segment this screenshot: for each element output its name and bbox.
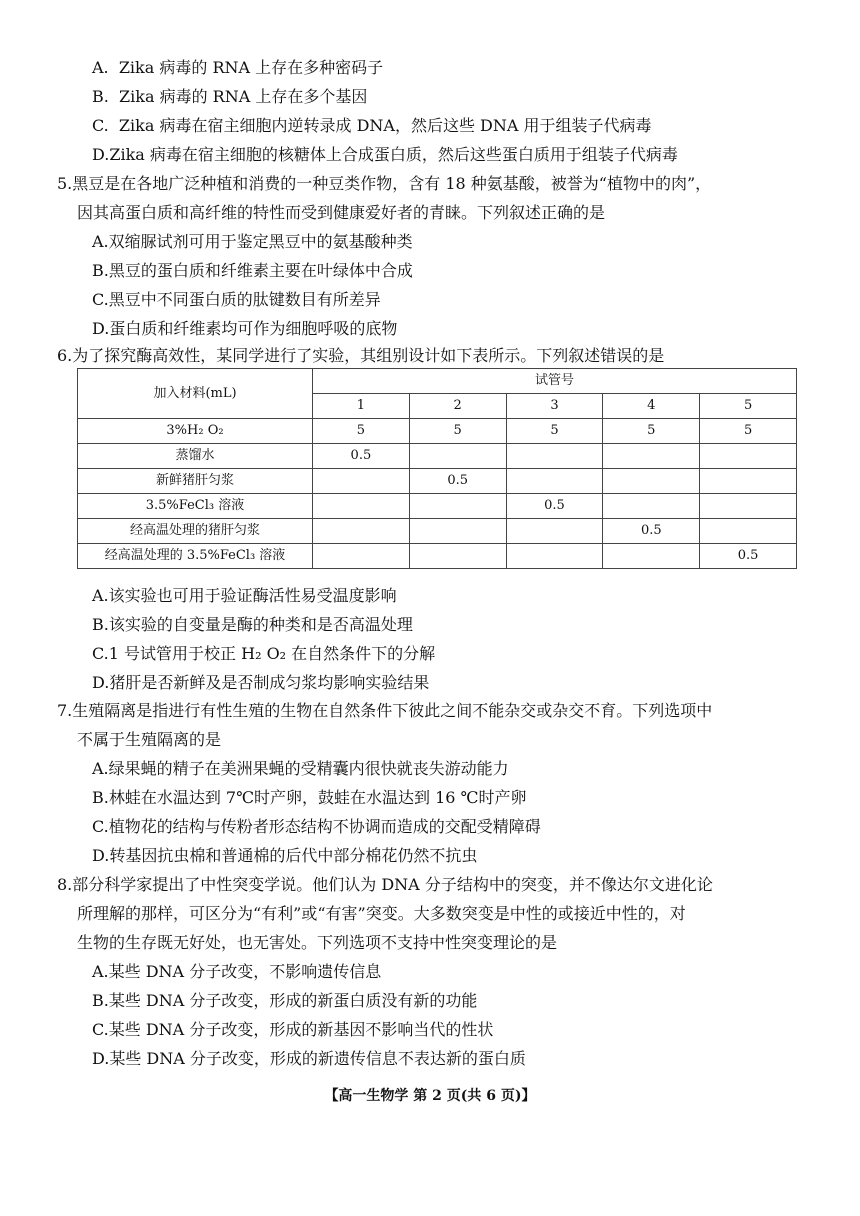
- table-cell: 5: [700, 419, 797, 444]
- page-footer: 【高一生物学 第 2 页(共 6 页)】: [324, 1088, 536, 1104]
- q6-option-a: A.该实验也可用于验证酶活性易受温度影响: [92, 586, 397, 605]
- table-cell: [506, 444, 603, 469]
- q5-option-a: A.双缩脲试剂可用于鉴定黑豆中的氨基酸种类: [92, 232, 413, 251]
- row-label: 经高温处理的猪肝匀浆: [78, 519, 313, 544]
- q8-stem-line3: 生物的生存既无好处，也无害处。下列选项不支持中性突变理论的是: [77, 933, 558, 952]
- table-cell: 0.5: [313, 444, 410, 469]
- table-cell: [313, 544, 410, 569]
- q7-option-d: D.转基因抗虫棉和普通棉的后代中部分棉花仍然不抗虫: [92, 846, 478, 865]
- table-row: [78, 469, 797, 494]
- table-header-row: [78, 369, 797, 394]
- q7-option-a: A.绿果蝇的精子在美洲果蝇的受精囊内很快就丧失游动能力: [92, 759, 509, 778]
- tube-number: 1: [313, 394, 410, 419]
- table-cell: [313, 519, 410, 544]
- table-cell: [603, 469, 700, 494]
- table-cell: [506, 469, 603, 494]
- table-row: [78, 519, 797, 544]
- q4-option-d: D.Zika 病毒在宿主细胞的核糖体上合成蛋白质，然后这些蛋白质用于组装子代病毒: [92, 145, 678, 164]
- table-cell: [700, 519, 797, 544]
- table-cell: [313, 469, 410, 494]
- table-cell: 5: [603, 419, 700, 444]
- table-row: [78, 444, 797, 469]
- experiment-table: [77, 368, 797, 569]
- q8-stem-line2: 所理解的那样，可区分为“有利”或“有害”突变。大多数突变是中性的或接近中性的，对: [77, 904, 686, 923]
- table-cell: [506, 544, 603, 569]
- q8-option-d: D.某些 DNA 分子改变，形成的新遗传信息不表达新的蛋白质: [92, 1049, 526, 1068]
- q8-option-c: C.某些 DNA 分子改变，形成的新基因不影响当代的性状: [92, 1020, 494, 1039]
- table-cell: 0.5: [506, 494, 603, 519]
- row-label: 新鲜猪肝匀浆: [78, 469, 313, 494]
- tube-number: 4: [603, 394, 700, 419]
- q8-option-b: B.某些 DNA 分子改变，形成的新蛋白质没有新的功能: [92, 991, 478, 1010]
- table-cell: [409, 444, 506, 469]
- row-label: 经高温处理的 3.5%FeCl₃ 溶液: [78, 544, 313, 569]
- table-cell: [409, 494, 506, 519]
- q4-option-a: A. Zika 病毒的 RNA 上存在多种密码子: [92, 58, 384, 77]
- table-cell: 0.5: [409, 469, 506, 494]
- table-cell: [700, 469, 797, 494]
- q4-option-b: B. Zika 病毒的 RNA 上存在多个基因: [92, 87, 368, 106]
- q6-option-c: C.1 号试管用于校正 H₂ O₂ 在自然条件下的分解: [92, 644, 436, 663]
- q7-stem-line2: 不属于生殖隔离的是: [77, 730, 222, 749]
- q5-option-c: C.黑豆中不同蛋白质的肽键数目有所差异: [92, 290, 381, 309]
- q4-option-c: C. Zika 病毒在宿主细胞内逆转录成 DNA，然后这些 DNA 用于组装子代病毒: [92, 116, 652, 135]
- q5-stem-line1: 5.黑豆是在各地广泛种植和消费的一种豆类作物，含有 18 种氨基酸，被誉为“植物中的肉”，: [57, 174, 712, 193]
- tube-number: 5: [700, 394, 797, 419]
- table-cell: [603, 444, 700, 469]
- table-cell: 5: [409, 419, 506, 444]
- header-material: 加入材料(mL): [78, 369, 313, 419]
- row-label: 蒸馏水: [78, 444, 313, 469]
- table-cell: [506, 519, 603, 544]
- q5-option-b: B.黑豆的蛋白质和纤维素主要在叶绿体中合成: [92, 261, 413, 280]
- tube-number: 3: [506, 394, 603, 419]
- table-cell: 0.5: [603, 519, 700, 544]
- q7-stem-line1: 7.生殖隔离是指进行有性生殖的生物在自然条件下彼此之间不能杂交或杂交不育。下列选项中: [57, 701, 713, 720]
- header-tube: 试管号: [313, 369, 797, 394]
- table-row: [78, 419, 797, 444]
- tube-number: 2: [409, 394, 506, 419]
- q6-option-d: D.猪肝是否新鲜及是否制成匀浆均影响实验结果: [92, 673, 430, 692]
- table-cell: [700, 444, 797, 469]
- table-cell: 5: [506, 419, 603, 444]
- table-cell: [409, 544, 506, 569]
- table-cell: [700, 494, 797, 519]
- table-cell: 5: [313, 419, 410, 444]
- row-label: 3.5%FeCl₃ 溶液: [78, 494, 313, 519]
- q5-option-d: D.蛋白质和纤维素均可作为细胞呼吸的底物: [92, 319, 398, 338]
- table-cell: [409, 519, 506, 544]
- table-cell: [603, 544, 700, 569]
- q5-stem-line2: 因其高蛋白质和高纤维的特性而受到健康爱好者的青睐。下列叙述正确的是: [77, 203, 606, 222]
- q8-stem-line1: 8.部分科学家提出了中性突变学说。他们认为 DNA 分子结构中的突变，并不像达尔文进化论: [57, 875, 713, 894]
- q6-option-b: B.该实验的自变量是酶的种类和是否高温处理: [92, 615, 413, 634]
- table-row: [78, 544, 797, 569]
- table-cell: [313, 494, 410, 519]
- q7-option-b: B.林蛙在水温达到 7℃时产卵，鼓蛙在水温达到 16 ℃时产卵: [92, 788, 527, 807]
- table-cell: 0.5: [700, 544, 797, 569]
- q7-option-c: C.植物花的结构与传粉者形态结构不协调而造成的交配受精障碍: [92, 817, 541, 836]
- q8-option-a: A.某些 DNA 分子改变，不影响遗传信息: [92, 962, 382, 981]
- table-cell: [603, 494, 700, 519]
- row-label: 3%H₂ O₂: [78, 419, 313, 444]
- table-row: [78, 494, 797, 519]
- q6-stem: 6.为了探究酶高效性，某同学进行了实验，其组别设计如下表所示。下列叙述错误的是: [57, 346, 665, 365]
